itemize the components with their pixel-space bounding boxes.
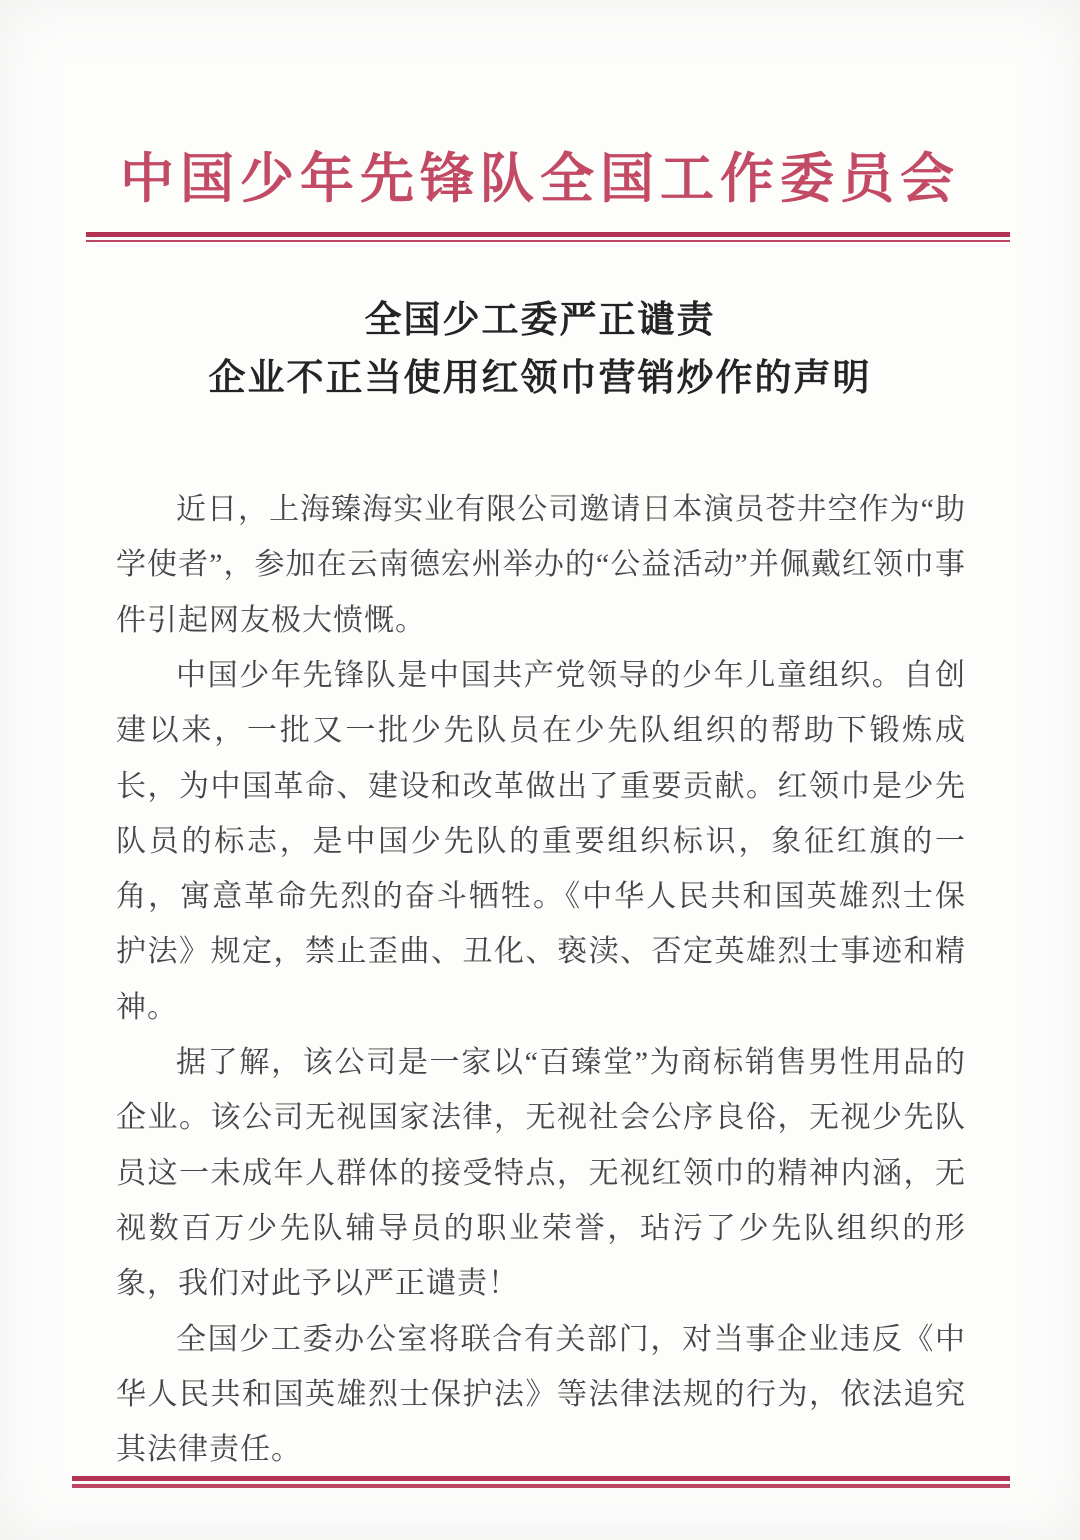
letterhead-title: 中国少年先锋队全国工作委员会 [120, 149, 960, 209]
paragraph-2: 中国少年先锋队是中国共产党领导的少年儿童组织。自创建以来，一批又一批少先队员在少先队组织的帮助下锻炼成长，为中国革命、建设和改革做出了重要贡献。红领巾是少先队员的标志，是中国少先队的重要组织标识，象征红旗的一角，寓意革命先烈的奋斗牺牲。《中华人民共和国英雄烈士保护法》规定，禁止歪曲、丑化、亵渎、否定英雄烈士事迹和精神。 [116, 658, 966, 1024]
statement-title [0, 292, 1080, 408]
statement-title-line-2: 企业不正当使用红领巾营销炒作的声明 [208, 358, 872, 400]
statement-title-line-1: 全国少工委严正谴责 [364, 300, 716, 342]
paragraph-1: 近日，上海臻海实业有限公司邀请日本演员苍井空作为“助学使者”，参加在云南德宏州举办的“公益活动”并佩戴红领巾事件引起网友极大愤慨。 [116, 493, 966, 637]
paragraph-3: 据了解，该公司是一家以“百臻堂”为商标销售男性用品的企业。该公司无视国家法律，无视社会公序良俗，无视少先队员这一未成年人群体的接受特点，无视红领巾的精神内涵，无视数百万少先队辅导员的职业荣誉，玷污了少先队组织的形象，我们对此予以严正谴责！ [116, 1046, 966, 1301]
footer-double-rule [72, 1476, 1010, 1488]
header-double-rule [86, 232, 1010, 242]
statement-body [116, 482, 966, 1477]
paragraph-4: 全国少工委办公室将联合有关部门，对当事企业违反《中华人民共和国英雄烈士保护法》等法律法规的行为，依法追究其法律责任。 [116, 1322, 966, 1467]
